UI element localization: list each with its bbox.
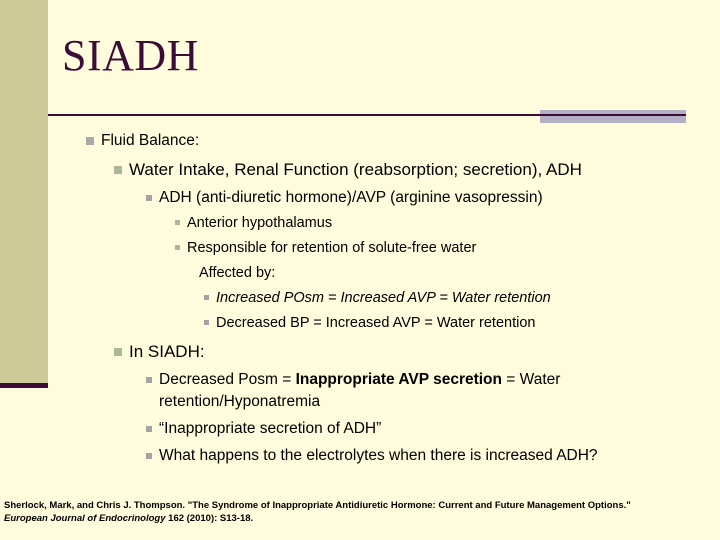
slide-title: SIADH — [62, 31, 199, 80]
bullet-item-decreased-posm — [48, 369, 708, 413]
bullet-text: Decreased BP = Increased AVP = Water retention — [216, 315, 536, 331]
citation-volume-year-pages: 162 (2010): S13-18. — [165, 512, 254, 524]
bullet-text: What happens to the electrolytes when there is increased ADH? — [159, 447, 598, 464]
sidebar-accent-underline — [0, 383, 48, 388]
bullet-item-water-intake — [48, 158, 708, 182]
bullet-item-adh-avp — [48, 187, 708, 209]
decreased-posm-emphasis: Inappropriate AVP secretion — [295, 371, 502, 388]
bullet-item-inappropriate-secretion — [48, 418, 708, 440]
bullet-text: In SIADH: — [129, 342, 205, 361]
text-item-affected-by — [48, 263, 708, 284]
square-bullet-icon — [204, 320, 209, 325]
bullet-text: Increased POsm = Increased AVP = Water retention — [216, 290, 551, 306]
square-bullet-icon — [146, 195, 152, 201]
bullet-text: Responsible for retention of solute-free water — [187, 240, 477, 256]
bullet-text: “Inappropriate secretion of ADH” — [159, 420, 382, 437]
bullet-text: Anterior hypothalamus — [187, 215, 333, 231]
bullet-item-what-happens — [48, 445, 708, 467]
slide-body-content — [48, 126, 708, 467]
bullet-item-fluid-balance — [48, 130, 708, 152]
bullet-text — [159, 369, 708, 413]
square-bullet-icon — [204, 295, 209, 300]
footer-citation — [4, 500, 716, 525]
square-bullet-icon — [114, 348, 122, 356]
header-accent-block — [540, 110, 686, 123]
square-bullet-icon — [175, 220, 180, 225]
bullet-item-responsible-retention — [48, 238, 708, 259]
decreased-posm-suffix: = Water retention/Hyponatremia — [159, 371, 561, 410]
bullet-item-increased-posm — [48, 288, 708, 309]
square-bullet-icon — [146, 453, 152, 459]
bullet-item-decreased-bp — [48, 313, 708, 334]
citation-journal-name: European Journal of Endocrinology — [4, 512, 166, 524]
square-bullet-icon — [146, 377, 152, 383]
sidebar-decorative-band — [0, 0, 48, 383]
bullet-item-anterior-hypothalamus — [48, 213, 708, 234]
bullet-text: ADH (anti-diuretic hormone)/AVP (arginine vasopressin) — [159, 189, 543, 206]
square-bullet-icon — [86, 137, 94, 145]
plain-text: Affected by: — [199, 265, 276, 281]
bullet-text: Water Intake, Renal Function (reabsorption; secretion), ADH — [129, 160, 582, 179]
bullet-text: Fluid Balance: — [101, 132, 200, 149]
bullet-item-in-siadh — [48, 340, 708, 364]
header-divider-rule — [48, 114, 686, 116]
square-bullet-icon — [146, 426, 152, 432]
decreased-posm-prefix: Decreased Posm = — [159, 371, 296, 388]
square-bullet-icon — [114, 166, 122, 174]
square-bullet-icon — [175, 245, 180, 250]
citation-authors-title: Sherlock, Mark, and Chris J. Thompson. "The Syndrome of Inappropriate Antidiuretic Hormone: Current and Future Management Options." — [4, 500, 631, 511]
